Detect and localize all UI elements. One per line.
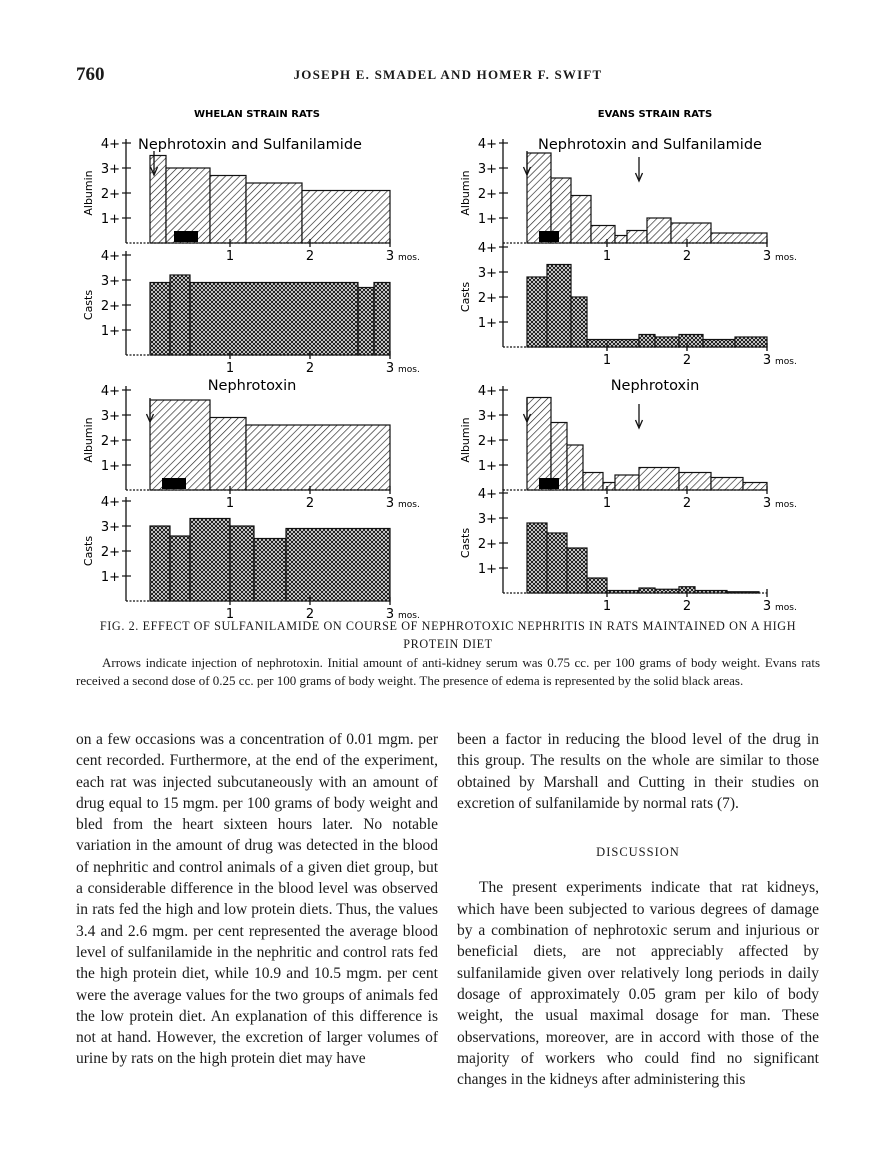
whelan-nephro-albumin-edema-area <box>162 478 186 489</box>
whelan-sulfa-albumin-panel <box>82 137 420 264</box>
evans-nephro-albumin-x-tick-label: 3 <box>762 496 772 511</box>
whelan-group-title-sulfanilamide: Nephrotoxin and Sulfanilamide <box>138 137 362 153</box>
whelan-sulfa-albumin-y-tick-label: 4+ <box>100 137 120 152</box>
evans-sulfa-albumin-step <box>647 218 671 243</box>
whelan-nephro-albumin-step <box>246 425 390 490</box>
whelan-sulfa-casts-x-tick-label: 1 <box>225 361 235 376</box>
evans-sulfa-casts-y-tick-label: 1+ <box>477 316 497 331</box>
whelan-sulfa-casts-step <box>358 288 374 356</box>
whelan-nephro-albumin-panel <box>82 384 420 511</box>
discussion-paragraph: The present experiments indicate that rat kidneys, which have been subjected to various degrees of damage by a combination of nephrotoxic serum and injurious or beneficial diets, are not appreciably affected by sulfanilamide given over relatively long periods in daily dosage of approximately 0.05 gram per kilo of body weight, the usual maximal dosage for man. These observations, moreover, are in accord with those of the majority of workers who could find no significant changes in the kidneys after administering this <box>457 879 819 1089</box>
evans-sulfa-albumin-step <box>615 236 627 244</box>
whelan-sulfa-casts-y-axis-title: Casts <box>82 289 95 321</box>
whelan-sulfa-albumin-x-tick-label: 3 <box>385 249 395 264</box>
evans-nephro-casts-x-unit-label: mos. <box>775 603 797 613</box>
evans-nephro-casts-y-tick-label: 3+ <box>477 512 497 527</box>
evans-sulfa-albumin-step <box>527 153 551 243</box>
evans-nephro-casts-y-tick-label: 2+ <box>477 537 497 552</box>
figure-legend <box>76 654 820 690</box>
whelan-nephro-casts-y-tick-label: 4+ <box>100 495 120 510</box>
whelan-sulfa-casts-x-tick-label: 3 <box>385 361 395 376</box>
evans-sulfa-albumin-x-unit-label: mos. <box>775 253 797 263</box>
whelan-nephro-albumin-y-tick-label: 1+ <box>100 459 120 474</box>
whelan-nephro-casts-step <box>150 526 170 601</box>
evans-sulfa-albumin-step <box>627 231 647 244</box>
body-left-column <box>76 729 438 1070</box>
evans-nephro-casts-x-tick-label: 2 <box>682 599 692 614</box>
evans-nephro-albumin-edema-area <box>539 478 559 489</box>
evans-group-title-nephrotoxin: Nephrotoxin <box>610 378 700 394</box>
whelan-sulfa-albumin-y-tick-label: 1+ <box>100 212 120 227</box>
evans-nephro-casts-x-tick-label: 3 <box>762 599 772 614</box>
evans-sulfa-casts-panel <box>459 241 797 368</box>
evans-nephro-albumin-x-tick-label: 1 <box>602 496 612 511</box>
evans-nephro-albumin-step <box>567 445 583 490</box>
whelan-sulfa-casts-step <box>170 275 190 355</box>
whelan-sulfa-albumin-step <box>302 191 390 244</box>
whelan-nephro-casts-step <box>286 529 390 602</box>
whelan-sulfa-casts-x-unit-label: mos. <box>398 365 420 375</box>
whelan-sulfa-casts-y-tick-label: 3+ <box>100 274 120 289</box>
whelan-sulfa-albumin-x-unit-label: mos. <box>398 253 420 263</box>
whelan-nephro-casts-y-tick-label: 2+ <box>100 545 120 560</box>
whelan-sulfa-casts-x-tick-label: 2 <box>305 361 315 376</box>
figure-legend-text: Arrows indicate injection of nephrotoxin. Initial amount of anti-kidney serum was 0.75 cc. per 100 grams of body weight. Evans rats received a second dose of 0.25 cc. per 100 grams of body weight. The presence of edema is represented by the solid black areas. <box>76 655 820 688</box>
evans-sulfa-casts-step <box>679 335 703 348</box>
evans-sulfa-casts-y-axis-title: Casts <box>459 281 472 313</box>
figure-2 <box>0 90 880 622</box>
evans-nephro-casts-step <box>567 548 587 593</box>
body-right-column <box>457 729 819 1090</box>
evans-sulfa-albumin-x-tick-label: 2 <box>682 249 692 264</box>
whelan-sulfa-albumin-step <box>150 156 166 244</box>
whelan-sulfa-albumin-step <box>246 183 302 243</box>
whelan-sulfa-albumin-y-tick-label: 2+ <box>100 187 120 202</box>
evans-sulfa-casts-x-tick-label: 1 <box>602 353 612 368</box>
evans-nephro-albumin-y-tick-label: 4+ <box>477 384 497 399</box>
whelan-nephro-casts-y-tick-label: 1+ <box>100 570 120 585</box>
evans-nephro-albumin-y-axis-title: Albumin <box>459 417 472 463</box>
running-title: JOSEPH E. SMADEL AND HOMER F. SWIFT <box>293 67 603 82</box>
evans-sulfa-albumin-panel <box>459 137 797 264</box>
evans-nephro-albumin-y-tick-label: 1+ <box>477 459 497 474</box>
evans-sulfa-albumin-edema-area <box>539 231 559 242</box>
evans-sulfa-casts-step <box>571 297 587 347</box>
evans-sulfa-casts-x-tick-label: 3 <box>762 353 772 368</box>
evans-sulfa-albumin-y-tick-label: 3+ <box>477 162 497 177</box>
whelan-nephro-casts-y-axis-title: Casts <box>82 535 95 567</box>
whelan-nephro-casts-x-tick-label: 1 <box>225 607 235 622</box>
evans-sulfa-albumin-y-axis-title: Albumin <box>459 170 472 216</box>
evans-sulfa-albumin-y-tick-label: 2+ <box>477 187 497 202</box>
whelan-sulfa-albumin-x-tick-label: 1 <box>225 249 235 264</box>
evans-nephro-albumin-step <box>583 473 603 491</box>
evans-sulfa-casts-step <box>639 335 655 348</box>
whelan-nephro-albumin-step <box>210 418 246 491</box>
evans-sulfa-albumin-step <box>711 233 767 243</box>
evans-sulfa-albumin-x-tick-label: 1 <box>602 249 612 264</box>
page-number: 760 <box>76 64 105 85</box>
whelan-nephro-casts-step <box>230 526 254 601</box>
evans-sulfa-casts-y-tick-label: 4+ <box>477 241 497 256</box>
evans-strain-header: EVANS STRAIN RATS <box>597 109 713 120</box>
figure-caption: FIG. 2. EFFECT OF SULFANILAMIDE ON COURSE OF NEPHROTOXIC NEPHRITIS IN RATS MAINTAINED ON A HIGH PROTEIN DIET <box>99 619 797 651</box>
evans-sulfa-albumin-step <box>671 223 711 243</box>
evans-nephro-albumin-step <box>639 468 679 491</box>
whelan-nephro-albumin-step <box>150 400 210 490</box>
evans-sulfa-albumin-step <box>571 196 591 244</box>
whelan-sulfa-albumin-y-axis-title: Albumin <box>82 170 95 216</box>
body-paragraph: on a few occasions was a concentration of 0.01 mgm. per cent recorded. Furthermore, at the end of the experiment, each rat was injected subcutaneously with an amount of drug equal to 15 mgm. per 100 grams of body weight and bled from the heart sixteen hours later. No notable variation in the amount of drug was detected in the blood of nephritic and control animals of a given diet group, but a considerable difference in the blood level was observed in rats fed the high and low protein diets. Thus, the values 3.4 and 2.6 mgm. per cent represented the average blood level of sulfanilamide in the nephritic and control rats fed the high protein diet, while 10.9 and 10.5 mgm. per cent were the average values for the two groups of animals fed the low protein diet. An explanation of this difference is not at hand. However, the excretion of larger volumes of urine by rats on the high protein diet may have <box>76 731 438 1068</box>
whelan-sulfa-albumin-step <box>210 176 246 244</box>
evans-sulfa-albumin-step <box>591 226 615 244</box>
whelan-sulfa-albumin-y-tick-label: 3+ <box>100 162 120 177</box>
whelan-nephro-casts-step <box>170 536 190 601</box>
evans-nephro-albumin-step <box>743 483 767 491</box>
evans-nephro-albumin-step <box>527 398 551 491</box>
evans-nephro-albumin-y-tick-label: 2+ <box>477 434 497 449</box>
whelan-nephro-albumin-x-unit-label: mos. <box>398 500 420 510</box>
whelan-sulfa-casts-y-tick-label: 1+ <box>100 324 120 339</box>
evans-sulfa-albumin-y-tick-label: 4+ <box>477 137 497 152</box>
evans-sulfa-casts-step <box>547 265 571 348</box>
whelan-strain-header: WHELAN STRAIN RATS <box>194 109 320 120</box>
evans-nephro-casts-y-axis-title: Casts <box>459 527 472 559</box>
evans-nephro-albumin-step <box>615 475 639 490</box>
whelan-nephro-albumin-y-tick-label: 2+ <box>100 434 120 449</box>
whelan-nephro-albumin-y-tick-label: 4+ <box>100 384 120 399</box>
whelan-sulfa-albumin-edema-area <box>174 231 198 242</box>
evans-nephro-albumin-y-tick-label: 3+ <box>477 409 497 424</box>
evans-nephro-albumin-x-unit-label: mos. <box>775 500 797 510</box>
evans-nephro-albumin-x-tick-label: 2 <box>682 496 692 511</box>
evans-sulfa-casts-step <box>735 337 767 347</box>
whelan-nephro-albumin-x-tick-label: 1 <box>225 496 235 511</box>
evans-nephro-casts-step <box>527 523 547 593</box>
evans-nephro-casts-y-tick-label: 1+ <box>477 562 497 577</box>
whelan-sulfa-casts-step <box>150 283 170 356</box>
whelan-nephro-casts-step <box>190 519 230 602</box>
whelan-nephro-albumin-x-tick-label: 3 <box>385 496 395 511</box>
evans-nephro-casts-y-tick-label: 4+ <box>477 487 497 502</box>
evans-nephro-albumin-step <box>603 483 615 491</box>
evans-nephro-casts-x-tick-label: 1 <box>602 599 612 614</box>
evans-nephro-albumin-step <box>711 478 743 491</box>
evans-nephro-casts-step <box>639 588 655 593</box>
evans-sulfa-casts-y-tick-label: 3+ <box>477 266 497 281</box>
whelan-nephro-casts-x-unit-label: mos. <box>398 611 420 621</box>
evans-sulfa-casts-step <box>655 337 679 347</box>
evans-sulfa-casts-step <box>527 277 547 347</box>
evans-nephro-albumin-step <box>679 473 711 491</box>
whelan-nephro-albumin-y-tick-label: 3+ <box>100 409 120 424</box>
body-paragraph-continuation: been a factor in reducing the blood level of the drug in this group. The results on the whole are similar to those obtained by Marshall and Cutting in their studies on excretion of sulfanilamide by normal rats (7). <box>457 731 819 812</box>
section-heading-discussion: DISCUSSION <box>596 845 680 860</box>
whelan-nephro-casts-panel <box>82 495 420 622</box>
whelan-sulfa-casts-step <box>374 283 390 356</box>
whelan-sulfa-albumin-x-tick-label: 2 <box>305 249 315 264</box>
whelan-sulfa-casts-step <box>190 283 358 356</box>
evans-sulfa-albumin-y-tick-label: 1+ <box>477 212 497 227</box>
evans-sulfa-albumin-x-tick-label: 3 <box>762 249 772 264</box>
whelan-nephro-albumin-x-tick-label: 2 <box>305 496 315 511</box>
evans-sulfa-casts-step <box>587 340 639 348</box>
whelan-sulfa-casts-panel <box>82 249 420 376</box>
whelan-nephro-casts-x-tick-label: 3 <box>385 607 395 622</box>
whelan-nephro-albumin-y-axis-title: Albumin <box>82 417 95 463</box>
evans-nephro-casts-step <box>587 578 607 593</box>
whelan-nephro-casts-step <box>254 539 286 602</box>
whelan-nephro-casts-x-tick-label: 2 <box>305 607 315 622</box>
evans-sulfa-casts-step <box>703 340 735 348</box>
evans-sulfa-casts-x-unit-label: mos. <box>775 357 797 367</box>
evans-sulfa-casts-y-tick-label: 2+ <box>477 291 497 306</box>
whelan-nephro-casts-y-tick-label: 3+ <box>100 520 120 535</box>
evans-nephro-albumin-panel <box>459 384 797 511</box>
running-head <box>76 64 820 88</box>
evans-nephro-casts-step <box>547 533 567 593</box>
whelan-sulfa-casts-y-tick-label: 2+ <box>100 299 120 314</box>
evans-sulfa-casts-x-tick-label: 2 <box>682 353 692 368</box>
evans-nephro-casts-panel <box>459 487 797 614</box>
evans-group-title-sulfanilamide: Nephrotoxin and Sulfanilamide <box>538 137 762 153</box>
whelan-group-title-nephrotoxin: Nephrotoxin <box>207 378 297 394</box>
whelan-sulfa-casts-y-tick-label: 4+ <box>100 249 120 264</box>
